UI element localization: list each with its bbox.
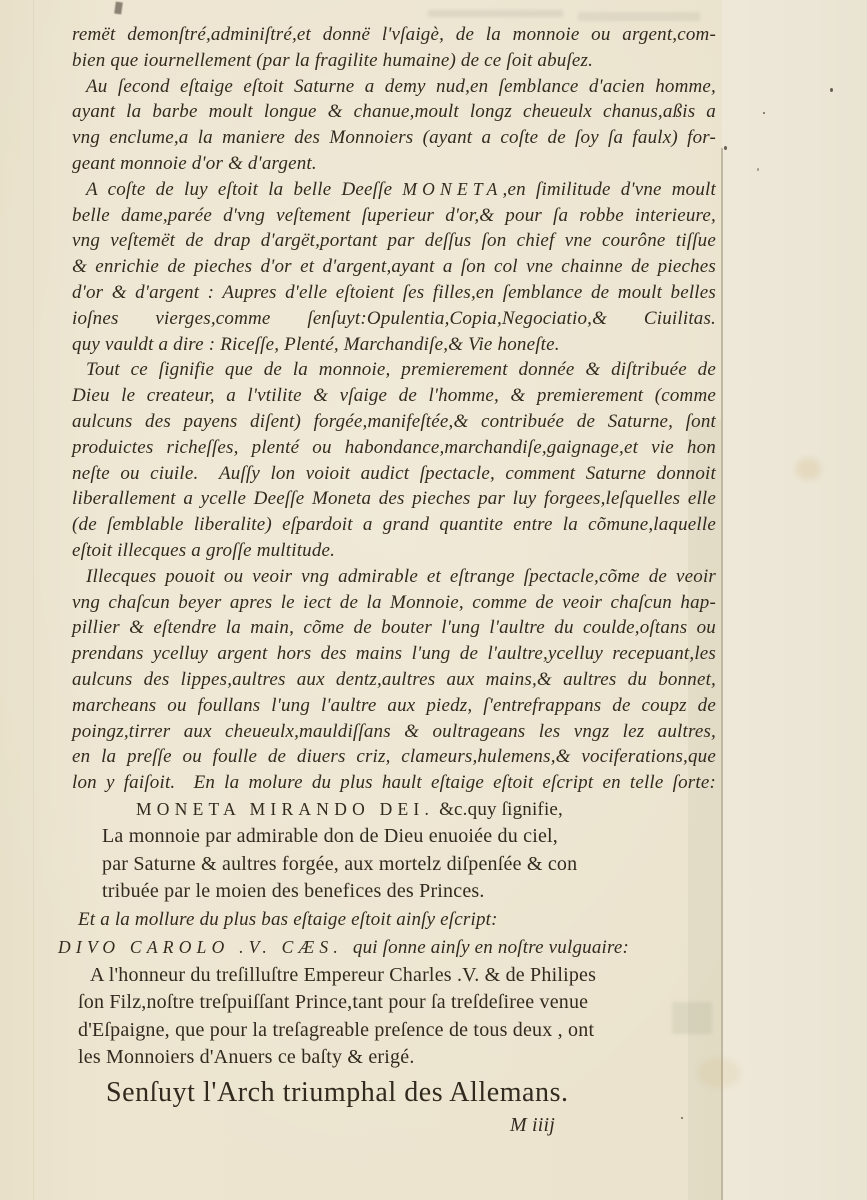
text-line bbox=[72, 486, 716, 512]
text-line bbox=[510, 1112, 716, 1139]
show-through-dashes bbox=[428, 10, 563, 17]
text-segment: ,en ſimilitude d'vne moult bbox=[502, 178, 716, 200]
ink-speck bbox=[763, 112, 765, 114]
text-segment: les Monnoiers d'Anuers ce baſty & erigé. bbox=[78, 1046, 415, 1069]
text-line bbox=[58, 933, 716, 962]
text-line bbox=[72, 435, 716, 461]
text-line bbox=[72, 203, 716, 229]
text-segment: vng chaſcun beyer apres le iect de la Monnoie, comme de veoir chaſcun hap- bbox=[72, 591, 716, 613]
text-segment: &c. bbox=[434, 798, 468, 820]
text-line bbox=[72, 177, 716, 203]
text-segment: vng enclume,a la maniere des Monnoiers (ayant a coſte de ſoy ſa faulx) for- bbox=[72, 127, 716, 149]
text-segment: Au ſecond eſtaige eſtoit Saturne a demy nud,en ſemblance d'acien homme, bbox=[86, 75, 716, 97]
text-segment: d'Eſpaigne, que pour la treſagreable preſence de tous deux , ont bbox=[78, 1018, 595, 1041]
text-segment: qui ſonne ainſy en noſtre vulguaire: bbox=[343, 936, 630, 958]
text-line bbox=[106, 1077, 716, 1112]
text-line bbox=[78, 1044, 716, 1072]
foxing-stain bbox=[795, 458, 821, 480]
text-segment: A coſte de luy eſtoit la belle Deeſſe bbox=[86, 178, 403, 200]
text-segment: belle dame,parée d'vng veſtement ſuperieur d'or,& pour ſa robbe interieure, bbox=[72, 204, 716, 226]
spaced-caps-segment: MONETA bbox=[402, 178, 503, 199]
text-segment: & enrichie de pieches d'or et d'argent,ayant a ſon col vne chainne de pieches bbox=[72, 256, 716, 278]
text-segment: par Saturne & aultres forgée, aux mortelz diſpenſée & con bbox=[102, 852, 578, 875]
underlying-page-strip bbox=[722, 0, 867, 1200]
signature-mark: M iiij bbox=[510, 1114, 556, 1137]
text-line bbox=[72, 564, 716, 590]
ink-speck bbox=[724, 146, 727, 150]
text-segment: d'or & d'argent : Aupres d'elle eſtoient ſes filles,en ſemblance de moult belles bbox=[72, 281, 716, 303]
text-segment: ſon Filz,noſtre treſpuiſſant Prince,tant pour ſa treſdeſiree venue bbox=[78, 991, 589, 1014]
spaced-caps-segment: DIVO CAROLO .V. CÆS. bbox=[58, 936, 343, 957]
text-line bbox=[72, 512, 716, 538]
text-line bbox=[72, 306, 716, 332]
text-segment: neſte ou ciuile. Auſſy lon voioit audict ſpectacle, comment Saturne donnoit bbox=[72, 462, 716, 484]
text-segment: marcheans ou foullans l'ung l'aultre aux piedz, ſ'entrefrappans de coupz de bbox=[72, 694, 716, 716]
text-segment: tribuée par le moien des benefices des Princes. bbox=[102, 880, 485, 903]
text-line bbox=[78, 906, 716, 933]
text-segment: Illecques pouoit ou veoir vng admirable et eſtrange ſpectacle,cõme de veoir bbox=[86, 565, 716, 587]
text-line bbox=[72, 228, 716, 254]
text-line bbox=[72, 641, 716, 667]
text-line bbox=[90, 962, 716, 990]
text-segment: quy ſignifie, bbox=[467, 798, 563, 820]
text-line bbox=[72, 99, 716, 125]
text-line bbox=[72, 693, 716, 719]
show-through-dashes bbox=[578, 12, 700, 21]
text-segment: geant monnoie d'or & d'argent. bbox=[72, 152, 317, 174]
text-line bbox=[72, 254, 716, 280]
text-line bbox=[72, 22, 716, 48]
spaced-caps-segment: MONETA MIRANDO DEI. bbox=[136, 798, 435, 819]
text-segment: quy vauldt a dire : Riceſſe, Plenté, Marchandiſe,& Vie honeſte. bbox=[72, 333, 560, 355]
text-line bbox=[72, 744, 716, 770]
leaf-edge-line bbox=[721, 148, 723, 1200]
text-segment: eſtoit illecques a groſſe multitude. bbox=[72, 539, 336, 561]
text-segment: prendans ycelluy argent hors des mains l'ung de l'aultre,ycelluy recepuant,les bbox=[72, 643, 716, 665]
text-segment: Dieu le createur, a l'vtilite & vſaige de l'homme, & premierement (comme bbox=[72, 385, 716, 407]
text-segment: lon y faiſoit. En la molure du plus hault eſtaige eſtoit eſcript en telle ſorte: bbox=[72, 772, 716, 794]
ink-speck bbox=[757, 168, 759, 171]
text-segment: remët demonſtré,adminiſtré,et donnë l'vſaigè, de la monnoie ou argent,com- bbox=[72, 24, 716, 45]
text-line bbox=[102, 823, 716, 851]
text-segment: bien que iournellement (par la fragilite humaine) de ce ſoit abuſez. bbox=[72, 49, 594, 71]
text-line bbox=[78, 989, 716, 1017]
text-line bbox=[136, 796, 716, 823]
text-line bbox=[72, 719, 716, 745]
paper-chain-line bbox=[33, 0, 34, 1200]
text-segment: produictes richeſſes, plenté ou habondance,marchandiſe,gaignage,et vie hon bbox=[72, 436, 716, 458]
text-segment: aulcuns des lippes,aultres aux dentz,aultres aux mains,& aultres du bonnet, bbox=[72, 668, 716, 690]
text-line bbox=[72, 151, 716, 177]
text-line bbox=[72, 461, 716, 487]
text-line bbox=[72, 590, 716, 616]
text-segment: (de ſemblable liberalite) eſpardoit a grand quantite entre la cõmune,laquelle bbox=[72, 514, 716, 536]
text-segment: ioſnes vierges,comme ſenſuyt: bbox=[72, 307, 367, 329]
text-segment: Opulentia,Copia,Negociatio,& Ciuilitas. bbox=[366, 307, 716, 329]
text-line bbox=[72, 409, 716, 435]
text-line bbox=[72, 48, 716, 74]
text-segment: pillier & eſtendre la main, cõme de bouter l'ung l'aultre du coulde,oſtans ou bbox=[72, 617, 716, 639]
text-line bbox=[72, 383, 716, 409]
text-line bbox=[78, 1017, 716, 1045]
text-segment: poingz,tirrer aux cheueulx,mauldiſſans & oultrageans les vngz lez aultres, bbox=[72, 720, 716, 742]
text-line bbox=[102, 851, 716, 879]
text-segment: vng veſtemët de drap d'argët,portant par deſſus ſon chief vne courône tiſſue bbox=[72, 230, 716, 252]
text-segment: aulcuns des payens diſent) forgée,manifeſtée,& contribuée de Saturne, ſont bbox=[72, 410, 716, 432]
text-line bbox=[72, 770, 716, 796]
text-segment: A l'honneur du treſilluſtre Empereur Charles .V. & de Philipes bbox=[90, 963, 597, 986]
text-segment: Et a la mollure du plus bas eſtaige eſtoit ainſy eſcript: bbox=[78, 908, 498, 930]
text-line bbox=[72, 538, 716, 564]
text-line bbox=[72, 125, 716, 151]
text-segment: liberallement a ycelle Deeſſe Moneta des pieches par luy forgees,leſquelles elle bbox=[72, 488, 716, 510]
section-heading: Senſuyt l'Arch triumphal des Allemans. bbox=[106, 1077, 569, 1109]
text-segment: Tout ce ſignifie que de la monnoie, premierement donnée & diſtribuée de bbox=[86, 359, 716, 381]
ink-speck bbox=[830, 88, 833, 92]
text-line bbox=[72, 357, 716, 383]
text-line bbox=[72, 74, 716, 100]
text-line bbox=[72, 667, 716, 693]
text-line bbox=[72, 280, 716, 306]
text-segment: La monnoie par admirable don de Dieu enuoiée du ciel, bbox=[102, 824, 558, 847]
text-segment: en la preſſe ou foulle de diuers criz, clameurs,hulemens,& vociferations,que bbox=[72, 746, 716, 768]
text-block bbox=[58, 22, 716, 1139]
text-line bbox=[72, 332, 716, 358]
ink-smudge bbox=[114, 2, 123, 15]
text-line bbox=[102, 878, 716, 906]
text-segment: ayant la barbe moult longue & chanue,moult longz cheueulx chanus,aßis a bbox=[72, 101, 716, 123]
text-line bbox=[72, 615, 716, 641]
